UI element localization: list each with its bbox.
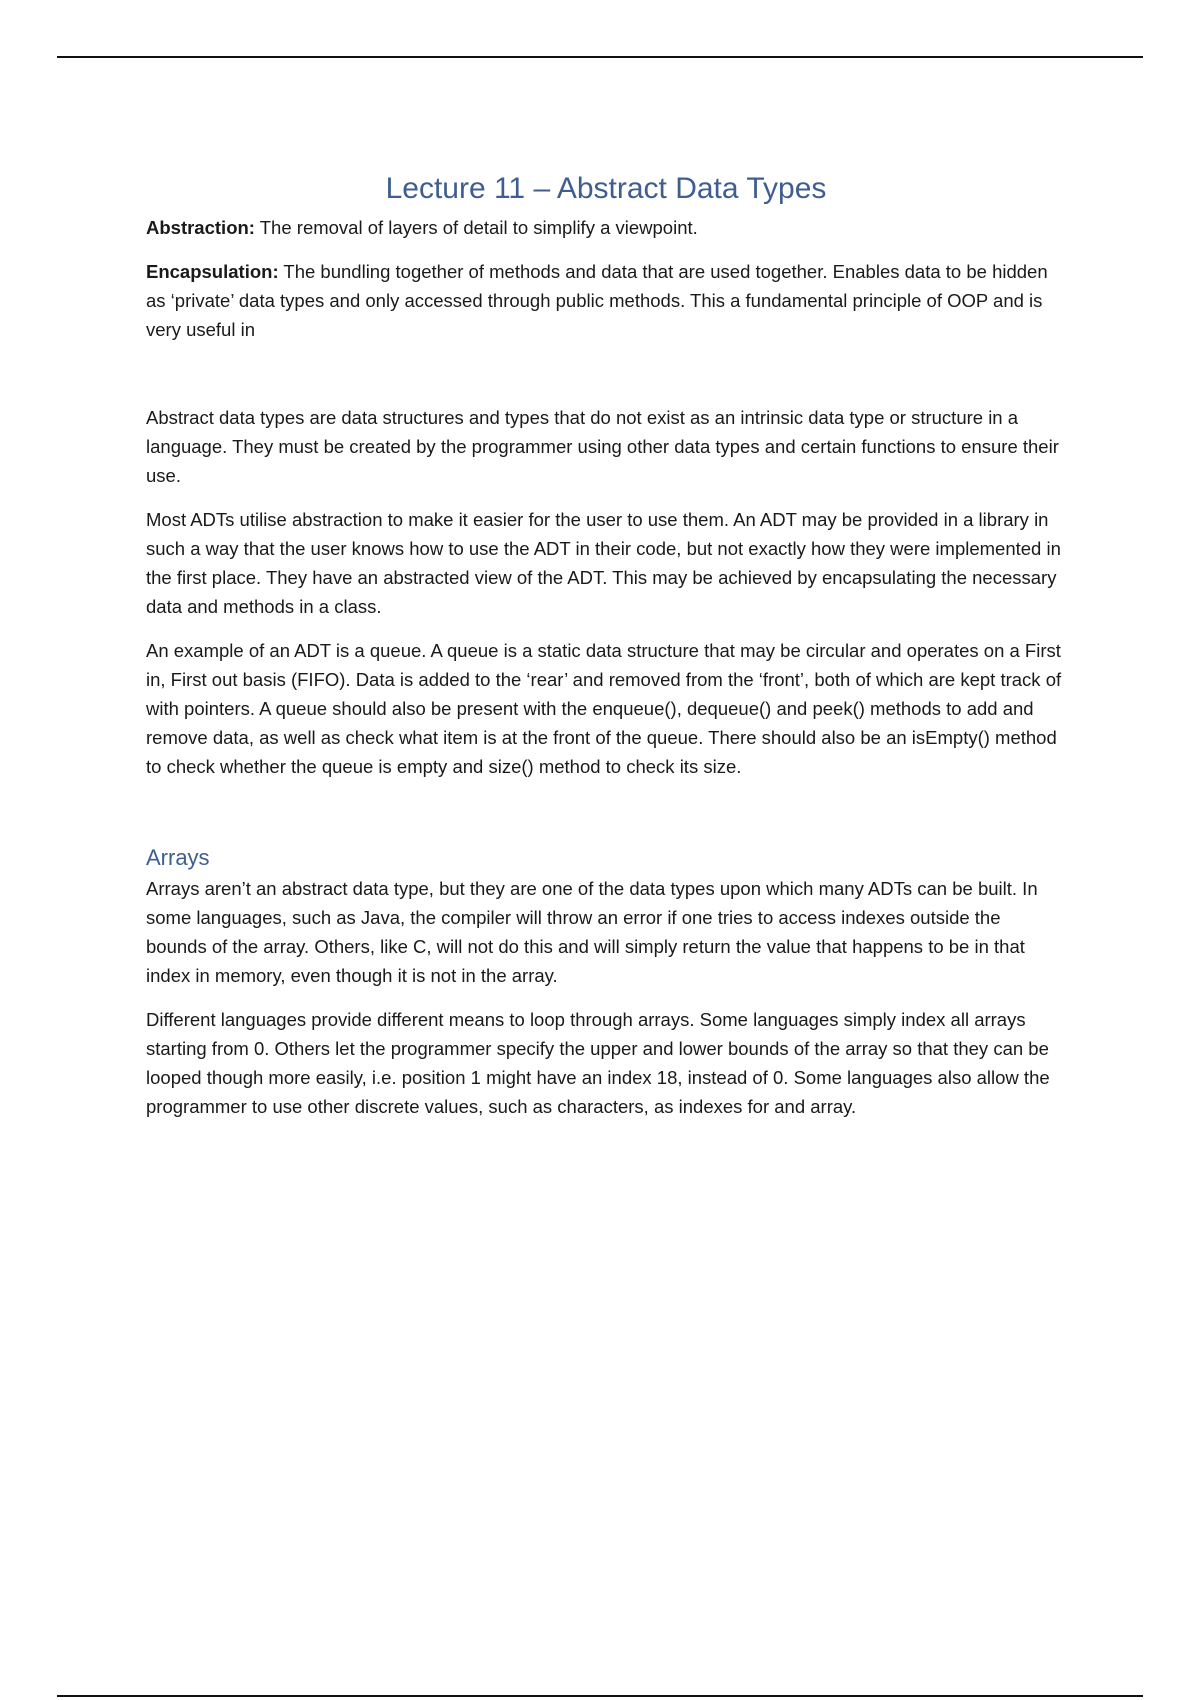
body-paragraph: An example of an ADT is a queue. A queue is a static data structure that may be circular and operates on a First in, First out basis (FIFO). Data is added to the ‘rear’ and removed from the ‘front’, both of which are kept track of with pointers. A queue should also be present with the enqueue(), dequeue() and peek() methods to add and remove data, as well as check what item is at the front of the queue. There should also be an isEmpty() method to check whether the queue is empty and size() method to check its size.	[146, 639, 1062, 777]
definition-encapsulation	[146, 257, 1066, 344]
header-rule	[57, 56, 1143, 58]
footer-rule	[57, 1695, 1143, 1697]
definition-text: The bundling together of methods and data that are used together. Enables data to be hidden as ‘private’ data types and only accessed through public methods. This a fundamental principle of OOP and is very useful in	[146, 260, 1048, 340]
body-paragraph: Different languages provide different means to loop through arrays. Some languages simply index all arrays starting from 0. Others let the programmer specify the upper and lower bounds of the array so that they can be looped though more easily, i.e. position 1 might have an index 18, instead of 0. Some languages also allow the programmer to use other discrete values, such as characters, as indexes for and array.	[146, 1009, 1050, 1118]
body-paragraph: Arrays aren’t an abstract data type, but they are one of the data types upon which many ADTs can be built. In some languages, such as Java, the compiler will throw an error if one tries to access indexes outside the bounds of the array. Others, like C, will not do this and will simply return the value that happens to be in that index in memory, even though it is not in the array.	[146, 878, 1038, 987]
definition-term: Abstraction:	[146, 216, 255, 238]
body-paragraph: Most ADTs utilise abstraction to make it easier for the user to use them. An ADT may be provided in a library in such a way that the user knows how to use the ADT in their code, but not exactly how they were implemented in the first place. They have an abstracted view of the ADT. This may be achieved by encapsulating the necessary data and methods in a class.	[146, 508, 1061, 617]
spacer	[146, 796, 1066, 844]
spacer	[146, 359, 1066, 403]
definition-term: Encapsulation:	[146, 260, 279, 282]
document-title: Lecture 11 – Abstract Data Types	[385, 172, 827, 205]
body-paragraph: Abstract data types are data structures and types that do not exist as an intrinsic data type or structure in a language. They must be created by the programmer using other data types and certain functions to ensure their use.	[146, 406, 1059, 486]
definition-text: The removal of layers of detail to simplify a viewpoint.	[254, 216, 698, 238]
document-body	[146, 170, 1066, 1136]
definition-abstraction	[146, 213, 1066, 242]
section-heading-arrays: Arrays	[146, 844, 210, 870]
